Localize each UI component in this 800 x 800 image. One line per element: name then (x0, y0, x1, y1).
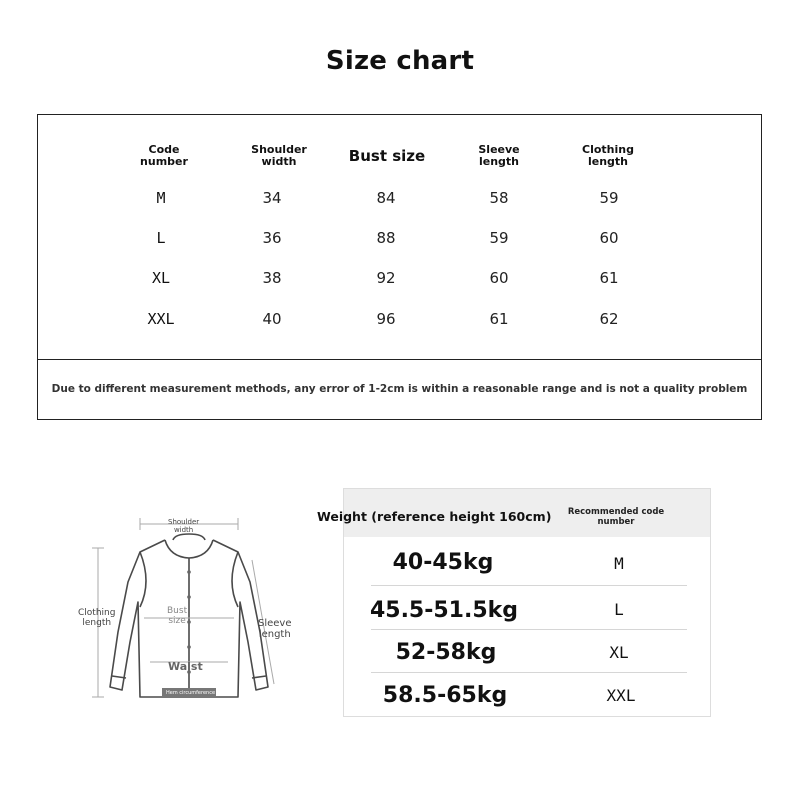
header-code-number: Code number (140, 143, 188, 168)
weight-range: 52-58kg (395, 640, 497, 665)
row-sleeve: 61 (489, 310, 509, 328)
header-shoulder-width: Shoulder width (251, 143, 307, 168)
sleeve-length-label: Sleeve length (258, 618, 292, 640)
row-sleeve: 59 (489, 229, 509, 247)
row-divider (371, 672, 687, 673)
table-divider (38, 359, 761, 360)
row-code: L (156, 229, 166, 247)
page-title: Size chart (325, 46, 475, 76)
shirt-measurement-icon (70, 512, 310, 712)
waist-label: Waist (168, 660, 203, 673)
row-clothing: 61 (599, 269, 619, 287)
weight-code: XL (609, 643, 629, 662)
row-bust: 92 (376, 269, 396, 287)
row-sleeve: 60 (489, 269, 509, 287)
row-code: XL (151, 269, 171, 287)
header-weight: Weight (reference height 160cm) (317, 509, 552, 524)
hem-label: Hem circumference (166, 690, 216, 696)
row-sleeve: 58 (489, 189, 509, 207)
row-code: XXL (147, 310, 175, 328)
measurement-note: Due to different measurement methods, any error of 1-2cm is within a reasonable range and is not a quality problem (51, 383, 748, 395)
weight-range: 45.5-51.5kg (369, 598, 519, 623)
size-table (37, 114, 762, 420)
row-bust: 84 (376, 189, 396, 207)
weight-range: 58.5-65kg (382, 683, 508, 708)
row-shoulder: 38 (262, 269, 282, 287)
row-shoulder: 36 (262, 229, 282, 247)
row-clothing: 62 (599, 310, 619, 328)
header-sleeve-length: Sleeve length (478, 143, 520, 168)
weight-range: 40-45kg (392, 550, 494, 575)
row-clothing: 59 (599, 189, 619, 207)
header-clothing-length: Clothing length (582, 143, 634, 168)
row-divider (371, 629, 687, 630)
header-bust-size: Bust size (348, 147, 426, 165)
weight-code: XXL (606, 686, 636, 705)
row-shoulder: 40 (262, 310, 282, 328)
shoulder-width-label: Shoulder width (168, 518, 200, 534)
row-clothing: 60 (599, 229, 619, 247)
bust-size-label: Bust size (167, 606, 188, 626)
row-code: M (156, 189, 166, 207)
weight-code: M (614, 554, 624, 573)
row-bust: 96 (376, 310, 396, 328)
weight-code: L (614, 600, 624, 619)
row-bust: 88 (376, 229, 396, 247)
clothing-length-label: Clothing length (78, 608, 116, 628)
row-divider (371, 585, 687, 586)
header-recommended-code: Recommended code number (567, 507, 665, 527)
row-shoulder: 34 (262, 189, 282, 207)
